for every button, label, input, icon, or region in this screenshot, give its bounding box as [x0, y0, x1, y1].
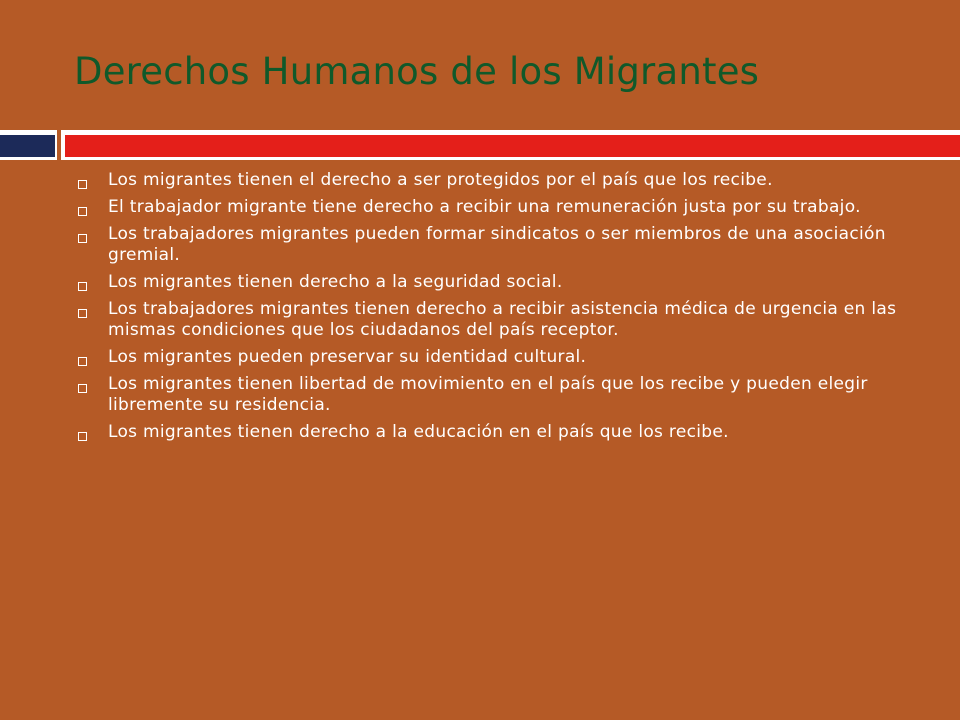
bullet-text: Los trabajadores migrantes tienen derecho a recibir asistencia médica de urgencia en las mismas condiciones que los ciudadanos del país receptor. [108, 299, 897, 340]
hollow-square-icon [78, 309, 87, 318]
bullet-text: El trabajador migrante tiene derecho a recibir una remuneración justa por su trabajo. [108, 197, 861, 217]
accent-bar-navy [0, 135, 55, 157]
hollow-square-icon [78, 432, 87, 441]
bullet-text: Los migrantes tienen derecho a la seguridad social. [108, 272, 563, 292]
bullet-text: Los migrantes tienen libertad de movimiento en el país que los recibe y pueden elegir libremente su residencia. [108, 374, 868, 415]
bullet-item [74, 374, 914, 416]
bullet-item [74, 299, 914, 341]
slide-title: Derechos Humanos de los Migrantes [74, 50, 760, 93]
bullet-item [74, 197, 914, 218]
bullet-item [74, 422, 914, 443]
accent-bar-red [65, 135, 960, 157]
bullet-item [74, 272, 914, 293]
bullet-item [74, 347, 914, 368]
bullet-item [74, 224, 914, 266]
bullet-list [74, 170, 914, 449]
hollow-square-icon [78, 180, 87, 189]
hollow-square-icon [78, 384, 87, 393]
bullet-text: Los migrantes tienen el derecho a ser protegidos por el país que los recibe. [108, 170, 773, 190]
hollow-square-icon [78, 207, 87, 216]
hollow-square-icon [78, 234, 87, 243]
bullet-text: Los trabajadores migrantes pueden formar sindicatos o ser miembros de una asociación gremial. [108, 224, 886, 265]
hollow-square-icon [78, 357, 87, 366]
bullet-item [74, 170, 914, 191]
bullet-text: Los migrantes pueden preservar su identidad cultural. [108, 347, 587, 367]
hollow-square-icon [78, 282, 87, 291]
bullet-text: Los migrantes tienen derecho a la educación en el país que los recibe. [108, 422, 729, 442]
